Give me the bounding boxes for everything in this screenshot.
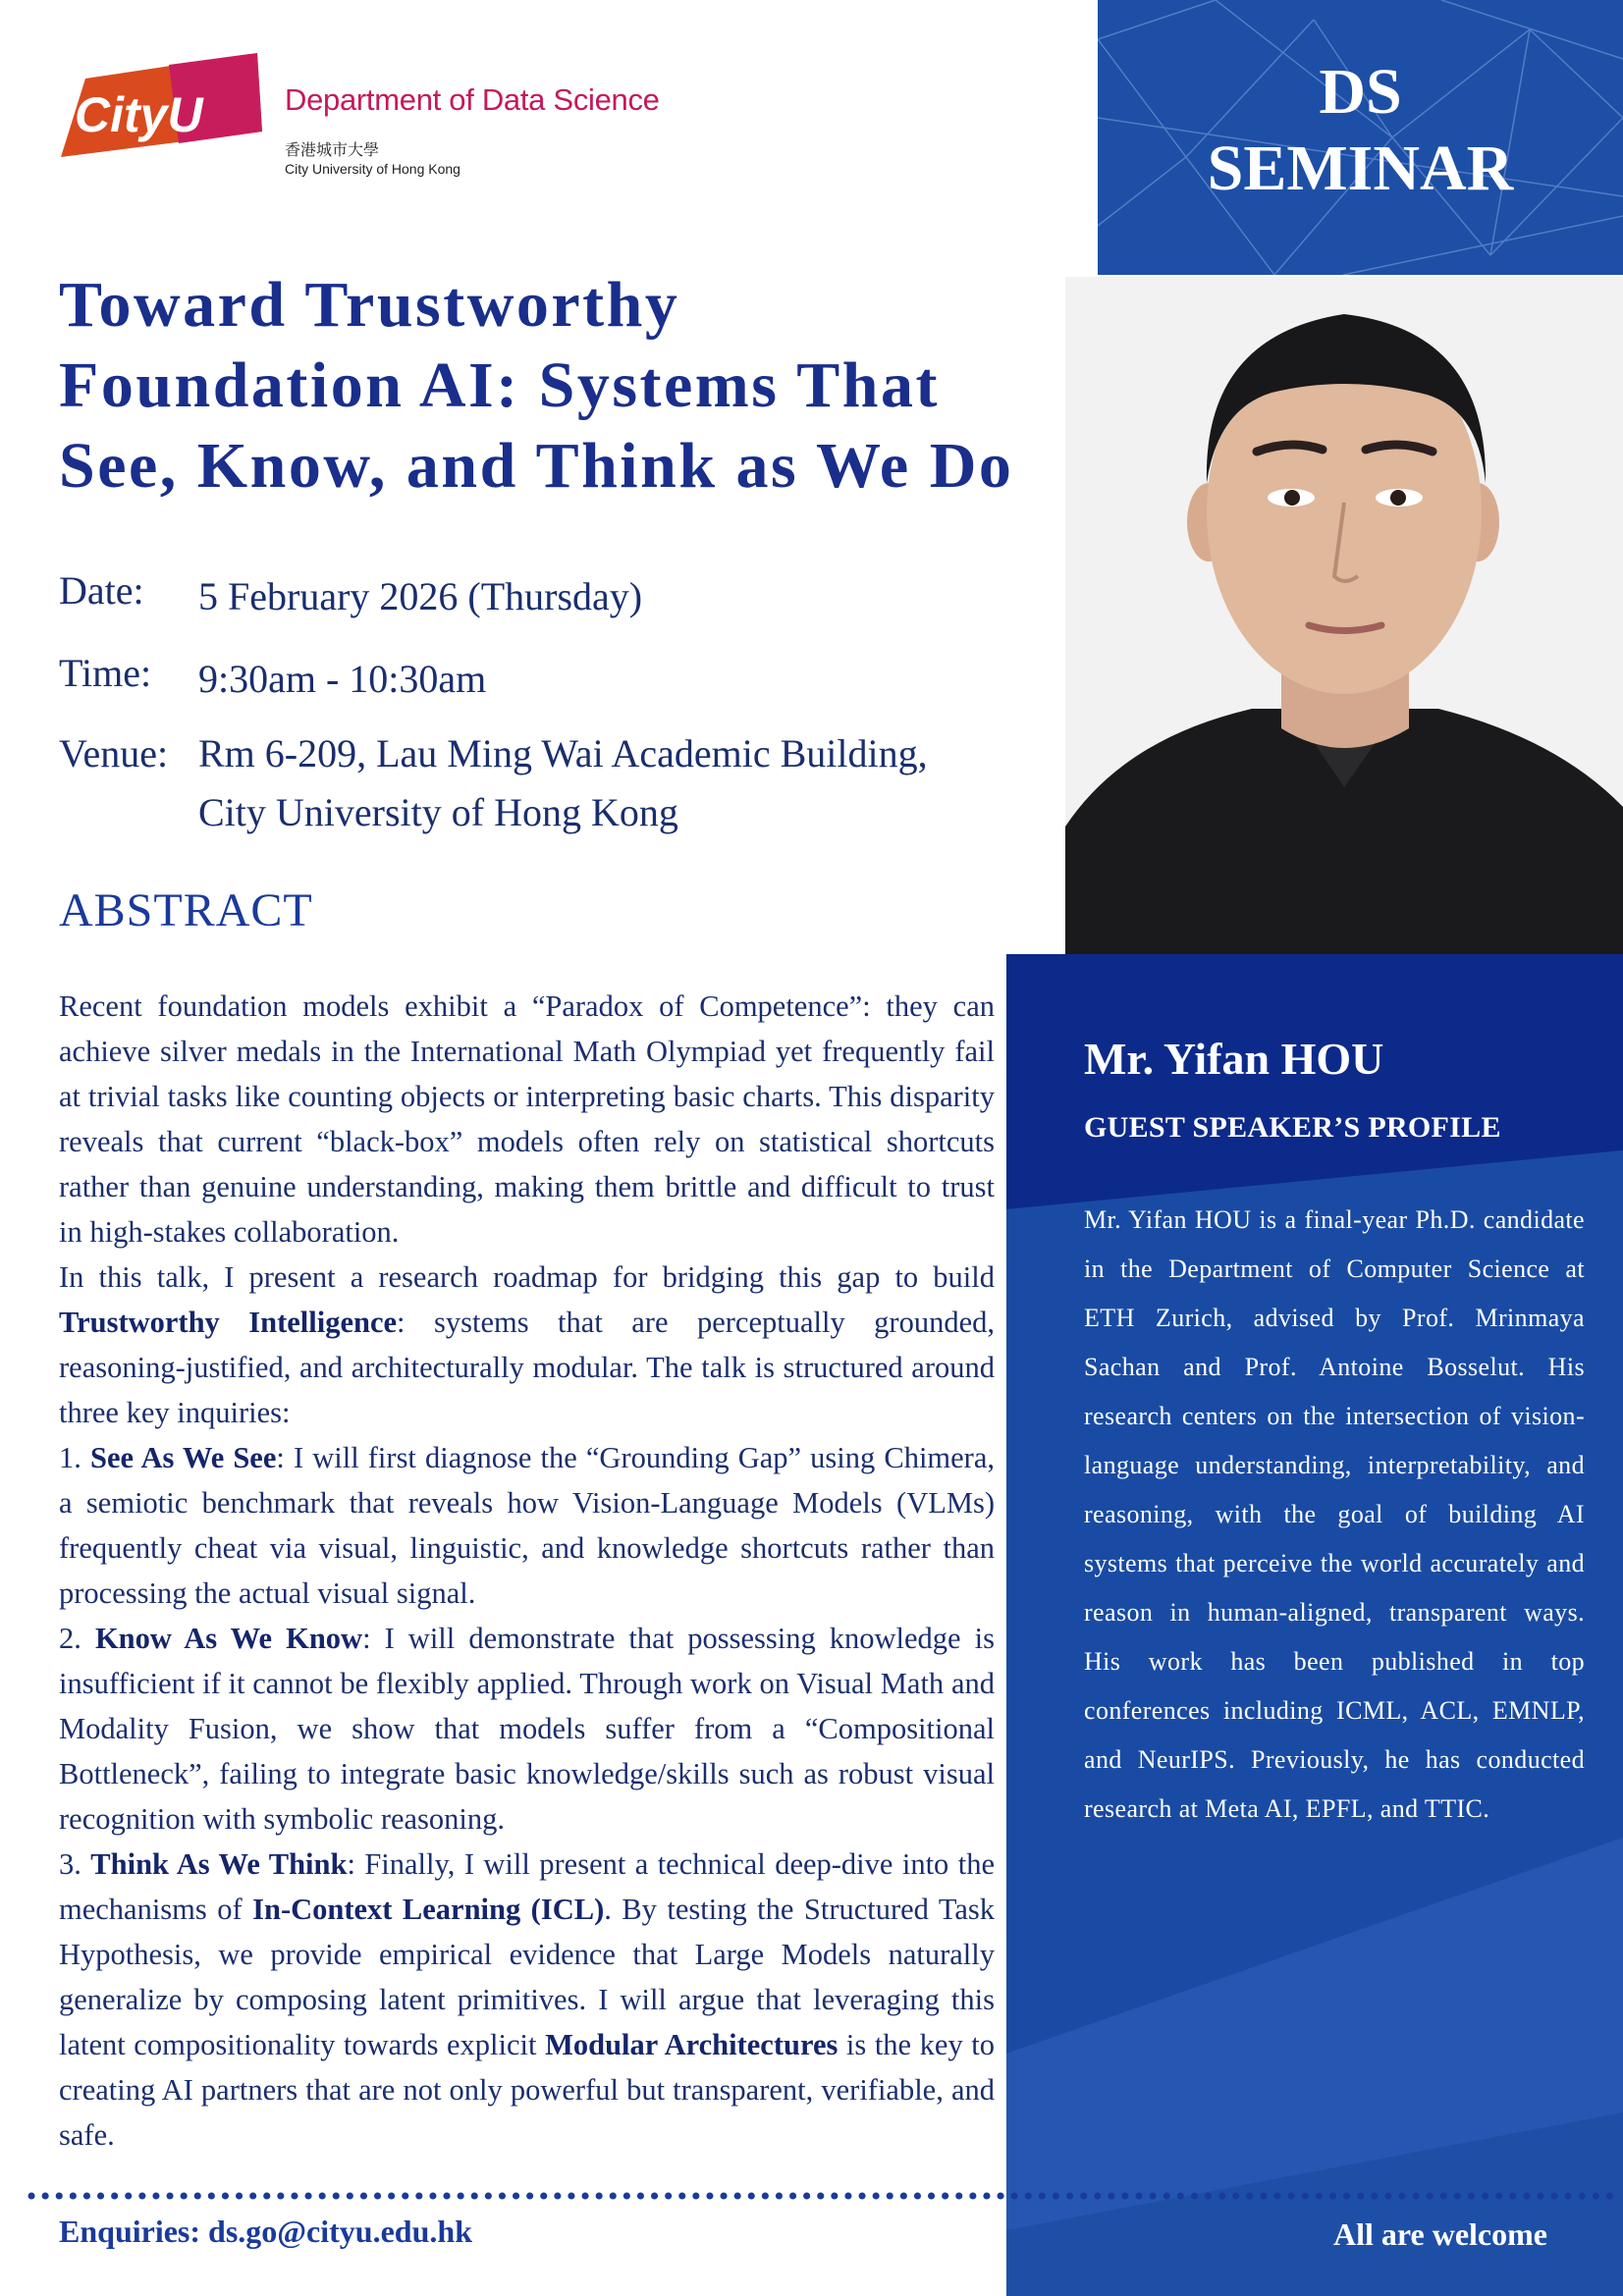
svg-text:CityU: CityU bbox=[75, 87, 203, 142]
speaker-bio: Mr. Yifan HOU is a final-year Ph.D. candidate in the Department of Computer Science at ETH Zurich, advised by Prof. Mrinmaya Sachan and Prof. Antoine Bosselut. His research centers on the intersection of vision-language understanding, interpretability, and reasoning, with the goal of building AI systems that perceive the world accurately and reason in human-aligned, transparent ways. His work has been published in top conferences including ICML, ACL, EMNLP, and NeurIPS. Previously, he has conducted research at Meta AI, EPFL, and TTIC. bbox=[1084, 1205, 1585, 1823]
inquiry-1: 1. See As We See: I will first diagnose the “Grounding Gap” using Chimera, a semiotic benchmark that reveals how Vision-Language Models (VLMs) frequently cheat via visual, linguistic, and knowledge shortcuts rather than processing the actual visual signal. bbox=[59, 1441, 995, 1610]
cityu-logo bbox=[61, 51, 267, 159]
time-label: Time: bbox=[59, 651, 152, 695]
speaker-photo bbox=[1065, 277, 1623, 954]
banner-title: DS SEMINAR bbox=[1207, 56, 1514, 204]
date-value: 5 February 2026 (Thursday) bbox=[198, 574, 643, 618]
abstract-heading: ABSTRACT bbox=[59, 884, 313, 936]
speaker-name: Mr. Yifan HOU bbox=[1084, 1034, 1384, 1084]
inquiry-3: 3. Think As We Think: Finally, I will present a technical deep-dive into the mechanisms of In-Context Learning (ICL). By testing the Structured Task Hypothesis, we provide empirical evidence that Large Models naturally generalize by composing latent primitives. I will argue that leveraging this latent compositionality towards explicit Modular Architectures is the key to creating AI partners that are not only powerful but transparent, verifiable, and safe. bbox=[59, 1847, 995, 2152]
speaker-profile-heading: GUEST SPEAKER’S PROFILE bbox=[1084, 1111, 1501, 1144]
university-english-name: City University of Hong Kong bbox=[285, 161, 460, 177]
abstract-paragraph-2: In this talk, I present a research roadmap for bridging this gap to build Trustworthy Intelligence: systems that are perceptually grounded, reasoning-justified, and architecturally modular. The talk is structured around three key inquiries: bbox=[59, 1260, 995, 1429]
all-welcome-note: All are welcome bbox=[1333, 2216, 1547, 2252]
venue-value: Rm 6-209, Lau Ming Wai Academic Building, City University of Hong Kong bbox=[198, 731, 928, 834]
university-chinese-name: 香港城市大學 bbox=[285, 140, 380, 159]
time-row bbox=[59, 650, 486, 709]
venue-label: Venue: bbox=[59, 731, 169, 775]
abstract-paragraph-1: Recent foundation models exhibit a “Paradox of Competence”: they can achieve silver medals in the International Math Olympiad yet frequently fail at trivial tasks like counting objects or interpreting basic charts. This disparity reveals that current “black-box” models often rely on statistical shortcuts rather than genuine understanding, making them brittle and difficult to trust in high-stakes collaboration. bbox=[59, 989, 995, 1249]
department-name: Department of Data Science bbox=[285, 82, 660, 117]
date-row bbox=[59, 567, 642, 626]
venue-row bbox=[59, 724, 928, 842]
time-value: 9:30am - 10:30am bbox=[198, 657, 487, 701]
dotted-divider bbox=[27, 2188, 1623, 2198]
seminar-title: Toward Trustworthy Foundation AI: Systems That See, Know, and Think as We Do bbox=[59, 269, 1014, 502]
ds-seminar-banner bbox=[1098, 0, 1623, 275]
inquiry-2: 2. Know As We Know: I will demonstrate that possessing knowledge is insufficient if it cannot be flexibly applied. Through work on Visual Math and Modality Fusion, we show that models suffer from a “Compositional Bottleneck”, failing to integrate basic knowledge/skills such as robust visual recognition with symbolic reasoning. bbox=[59, 1622, 996, 1836]
date-label: Date: bbox=[59, 568, 144, 613]
enquiries-contact: Enquiries: ds.go@cityu.edu.hk bbox=[59, 2214, 472, 2249]
abstract-body bbox=[59, 984, 995, 2158]
